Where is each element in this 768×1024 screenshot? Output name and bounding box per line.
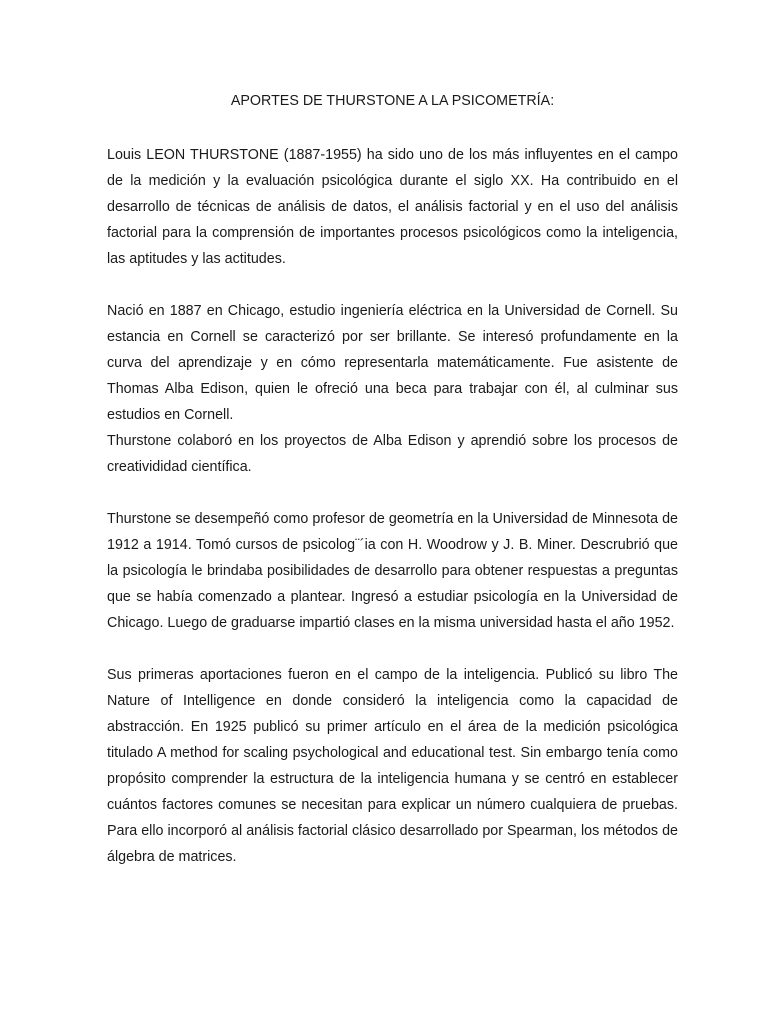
paragraph-intro: Louis LEON THURSTONE (1887-1955) ha sido uno de los más influyentes en el campo de la medición y la evaluación psicológica durante el siglo XX. Ha contribuido en el desarrollo de técnicas de análisis de datos, el análisis factorial y en el uso del análisis factorial para la comprensión de importantes procesos psicológicos como la inteligencia, las aptitudes y las actitudes.: [107, 147, 678, 267]
paragraph-biography: Nació en 1887 en Chicago, estudio ingeniería eléctrica en la Universidad de Cornell. Su estancia en Cornell se caracterizó por ser brillante. Se interesó profundamente en la curva del aprendizaje y en cómo representarla matemáticamente. Fue asistente de Thomas Alba Edison, quien le ofreció una beca para trabajar con él, al culminar sus estudios en Cornell.: [107, 303, 678, 423]
document-title: APORTES DE THURSTONE A LA PSICOMETRÍA:: [230, 93, 555, 109]
document-page: [107, 92, 678, 896]
paragraph-edison: Thurstone colaboró en los proyectos de Alba Edison y aprendió sobre los procesos de creativididad científica.: [107, 433, 678, 475]
paragraph-contributions: Sus primeras aportaciones fueron en el campo de la inteligencia. Publicó su libro The Nature of Intelligence en donde consideró la inteligencia como la capacidad de abstracción. En 1925 publicó su primer artículo en el área de la medición psicológica titulado A method for scaling psychological and educational test. Sin embargo tenía como propósito comprender la estructura de la inteligencia humana y se centró en establecer cuántos factores comunes se necesitan para explicar un número cualquiera de pruebas. Para ello incorporó al análisis factorial clásico desarrollado por Spearman, los métodos de álgebra de matrices.: [107, 667, 678, 865]
paragraph-career: Thurstone se desempeñó como profesor de geometría en la Universidad de Minnesota de 1912 a 1914. Tomó cursos de psicolog¨´ia con H. Woodrow y J. B. Miner. Descrubrió que la psicología le brindaba posibilidades de desarrollo para obtener respuestas a preguntas que se había comenzado a plantear. Ingresó a estudiar psicología en la Universidad de Chicago. Luego de graduarse impartió clases en la misma universidad hasta el año 1952.: [107, 511, 678, 631]
